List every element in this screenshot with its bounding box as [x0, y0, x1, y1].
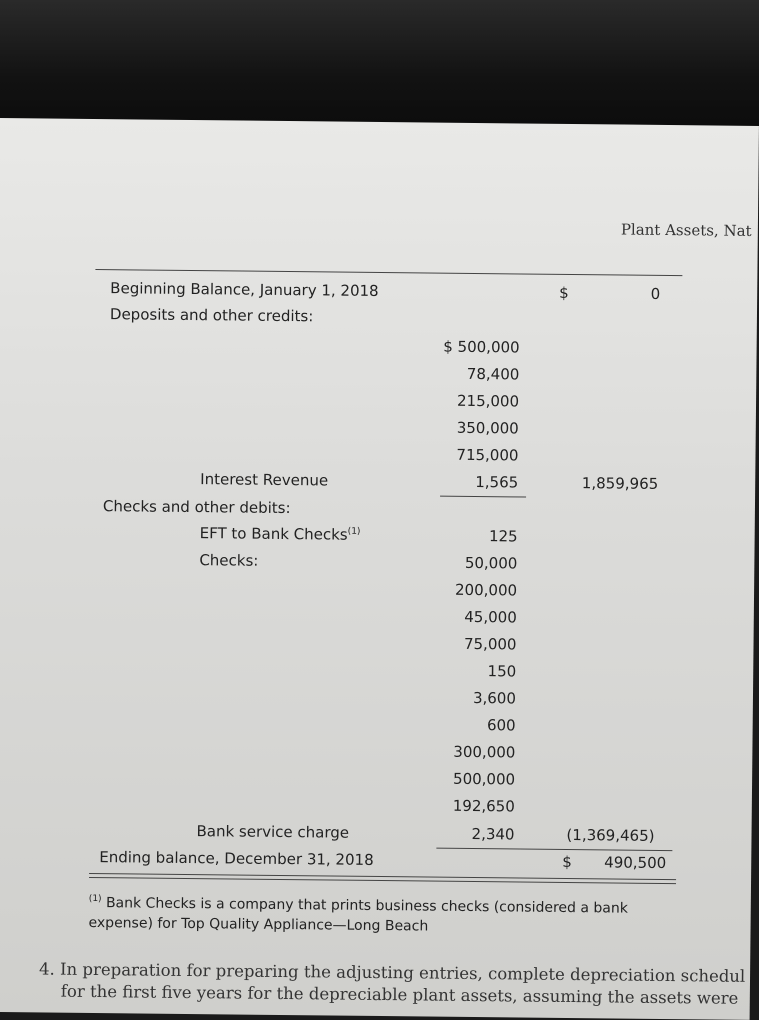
- deposit-amount: 215,000: [456, 391, 520, 411]
- check-amount: 300,000: [453, 742, 516, 762]
- beginning-balance-label: Beginning Balance, January 1, 2018: [110, 279, 379, 300]
- deposit-amount: 715,000: [456, 445, 519, 465]
- deposit-amount: 1,565: [475, 472, 519, 492]
- ending-balance-label: Ending balance, December 31, 2018: [99, 848, 374, 869]
- check-amount: 192,650: [452, 796, 515, 816]
- question-text-2: for the first five years for the depreciable plant assets, assuming the assets were: [60, 981, 739, 1008]
- footnote-marker: (1): [88, 893, 102, 905]
- top-rule: [95, 269, 682, 276]
- check-amount: 500,000: [452, 769, 516, 789]
- checks-sublabel: Checks:: [199, 551, 259, 570]
- deposit-amount: $ 500,000: [443, 337, 520, 357]
- document-page: [0, 118, 759, 1020]
- deposits-heading: Deposits and other credits:: [109, 305, 314, 326]
- ending-double-rule-top: [89, 873, 676, 880]
- question-number: 4.: [38, 959, 55, 979]
- deposits-total: 1,859,965: [581, 474, 659, 493]
- check-amount: 75,000: [463, 634, 517, 654]
- checks-heading: Checks and other debits:: [102, 497, 291, 518]
- eft-label-text: EFT to Bank Checks: [199, 524, 348, 544]
- footnote-text: Bank Checks is a company that prints business checks (considered a bank expense) for Top Quality Appliance—Long Beach: [88, 895, 628, 935]
- interest-revenue-label: Interest Revenue: [200, 470, 329, 490]
- deposit-amount: 78,400: [466, 364, 520, 384]
- check-amount: 200,000: [454, 580, 518, 600]
- eft-amount: 125: [488, 527, 518, 546]
- beginning-balance-value: 0: [650, 284, 661, 303]
- debits-total: (1,369,465): [566, 825, 655, 845]
- check-amount: 600: [486, 716, 516, 735]
- deposits-subtotal-rule: [440, 496, 526, 498]
- check-amount: 150: [487, 662, 517, 681]
- dark-background: [0, 0, 759, 130]
- bank-service-charge-label: Bank service charge: [196, 822, 350, 842]
- question-4: [39, 958, 759, 1010]
- eft-footnote-marker: (1): [347, 526, 361, 537]
- ending-balance-value: 490,500: [604, 853, 667, 873]
- ending-currency: $: [562, 852, 572, 872]
- question-text-1: In preparation for preparing the adjusting entries, complete depreciation schedul: [59, 959, 746, 986]
- check-amount: 3,600: [472, 688, 517, 708]
- check-amount: 2,340: [471, 824, 515, 844]
- check-amount: 45,000: [464, 607, 517, 627]
- debits-subtotal-rule: [436, 848, 672, 851]
- eft-label: [200, 524, 361, 544]
- running-head: Plant Assets, Nat: [620, 220, 752, 240]
- deposit-amount: 350,000: [456, 418, 519, 438]
- footnote: [88, 889, 688, 939]
- beginning-currency: $: [559, 283, 569, 302]
- check-amount: 50,000: [464, 553, 518, 573]
